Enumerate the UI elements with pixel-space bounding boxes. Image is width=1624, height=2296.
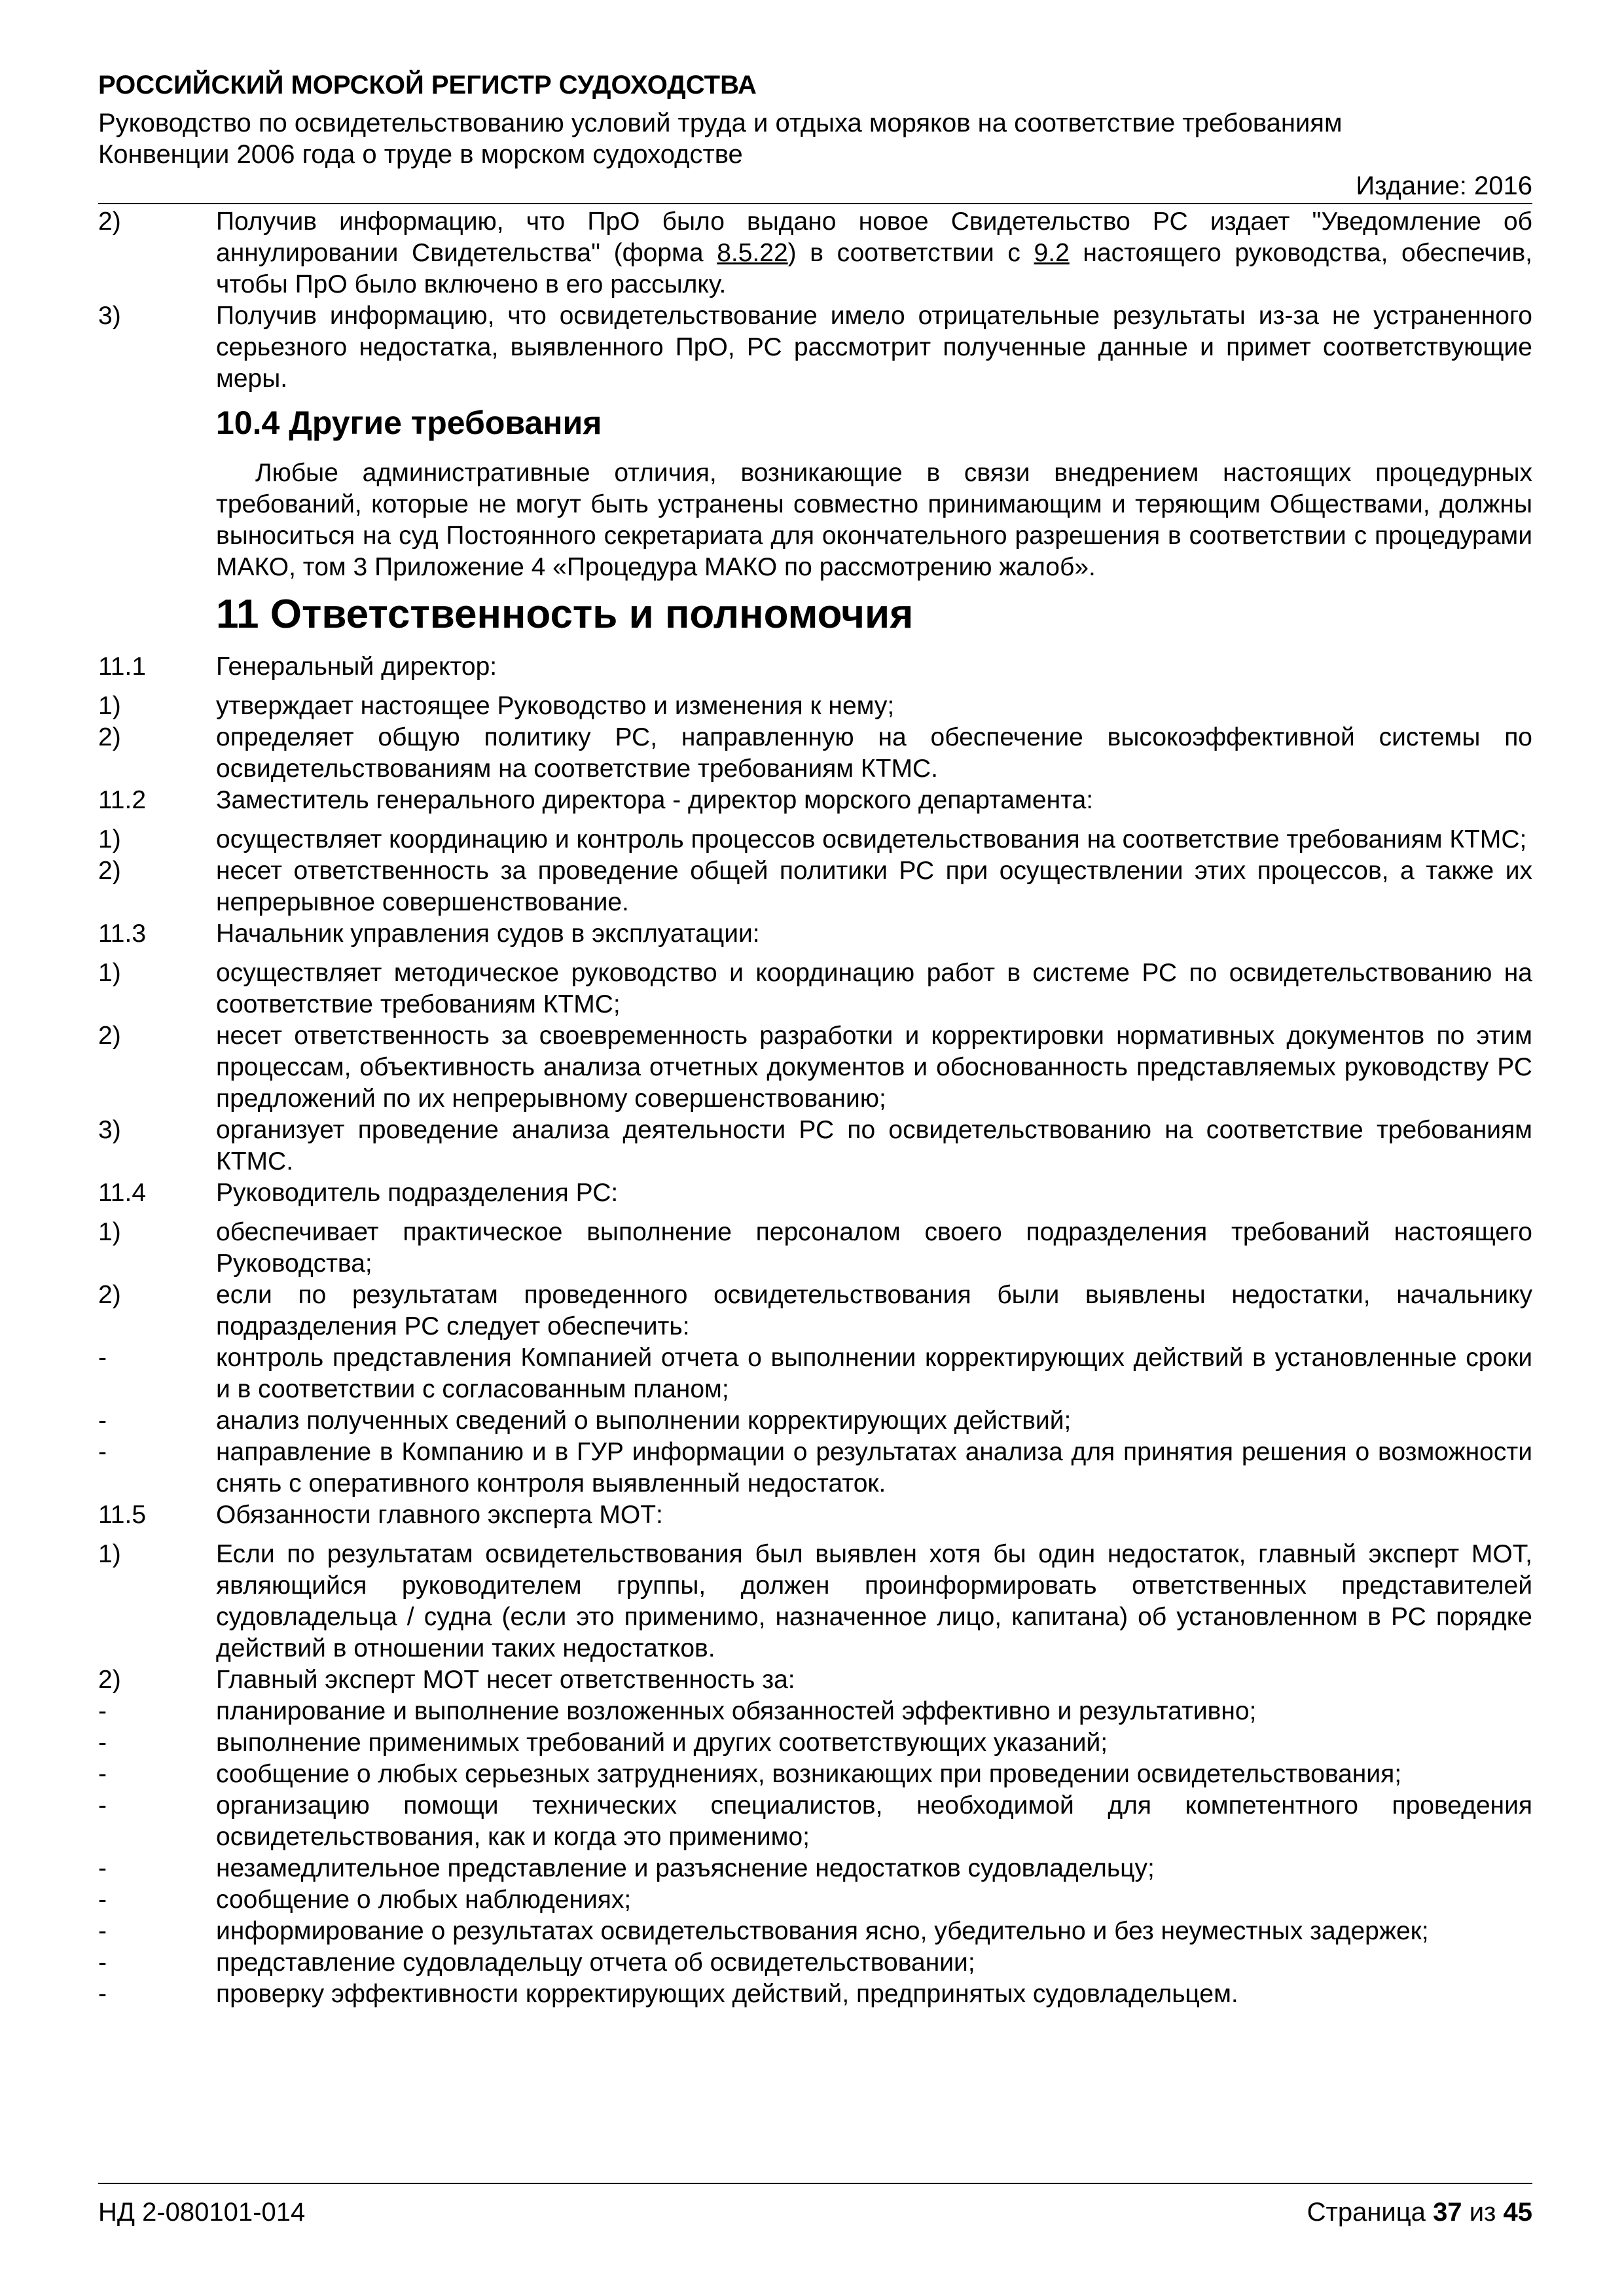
header-edition: Издание: 2016 xyxy=(1356,171,1532,200)
list-item-text: несет ответственность за своевременность разработки и корректировки нормативных документов по этим процессам, объективность анализа отчетных документов и обоснованность представляемых руководству РС предложений по их непрерывному совершенствованию; xyxy=(216,1022,1532,1113)
header-subtitle-line1: Руководство по освидетельствованию условий труда и отдыха моряков на соответствие требованиям xyxy=(98,109,1343,137)
list-item-text: осуществляет методическое руководство и координацию работ в системе РС по освидетельствованию на соответствие требованиям КТМС; xyxy=(216,959,1532,1018)
subsection-number: 11.2 xyxy=(98,786,147,814)
bullet-marker: - xyxy=(98,1438,107,1466)
subsection-text: Обязанности главного эксперта МОТ: xyxy=(216,1501,663,1529)
list-item-text: Получив информацию, что освидетельствование имело отрицательные результаты из-за не устраненного серьезного недостатка, выявленного ПрО, РС рассмотрит полученные данные и примет соответствующие меры. xyxy=(216,302,1532,393)
subsection-title xyxy=(98,918,1532,950)
list-item-number: 3) xyxy=(98,302,121,330)
bullet-marker: - xyxy=(98,1407,107,1435)
bullet-marker: - xyxy=(98,1697,107,1725)
header-divider xyxy=(98,203,1532,204)
section-reference-link[interactable]: 9.2 xyxy=(1034,239,1070,267)
bullet-marker: - xyxy=(98,1886,107,1914)
document-body xyxy=(98,206,1532,2010)
list-item-text: если по результатам проведенного освидетельствования были выявлены недостатки, начальнику подразделения РС следует обеспечить: xyxy=(216,1281,1532,1340)
subsection-text: Генеральный директор: xyxy=(216,653,497,681)
bullet-marker: - xyxy=(98,1917,107,1945)
text-fragment: настоящего руководства, обеспечив, чтобы ПрО было включено в его рассылку. xyxy=(216,239,1533,298)
list-item-text: обеспечивает практическое выполнение персоналом своего подразделения требований настоящего Руководства; xyxy=(216,1218,1532,1278)
list-item xyxy=(98,1115,1532,1177)
page-current: 37 xyxy=(1433,2198,1462,2227)
list-item-number: 1) xyxy=(98,1540,121,1568)
bullet-item xyxy=(98,1884,1532,1916)
bullet-marker: - xyxy=(98,1854,107,1882)
bullet-marker: - xyxy=(98,1791,107,1820)
section-heading-11: 11 Ответственность и полномочия xyxy=(216,592,914,637)
bullet-text: сообщение о любых наблюдениях; xyxy=(216,1886,632,1914)
text-fragment: ) в соответствии с xyxy=(787,239,1034,267)
section-heading-10-4: 10.4 Другие требования xyxy=(216,404,602,441)
bullet-item xyxy=(98,1405,1532,1437)
bullet-item xyxy=(98,1437,1532,1499)
page-total: 45 xyxy=(1503,2198,1532,2227)
list-item xyxy=(98,1020,1532,1115)
bullet-text: незамедлительное представление и разъяснение недостатков судовладельцу; xyxy=(216,1854,1155,1882)
bullet-item xyxy=(98,1853,1532,1884)
list-item-number: 1) xyxy=(98,959,121,987)
list-item-number: 1) xyxy=(98,825,121,853)
list-item-number: 3) xyxy=(98,1116,121,1144)
list-item-text xyxy=(216,206,1532,300)
list-item-text: несет ответственность за проведение общей политики РС при осуществлении этих процессов, а также их непрерывное совершенствование. xyxy=(216,857,1532,916)
list-item-text: организует проведение анализа деятельности РС по освидетельствованию на соответствие требованиям КТМС. xyxy=(216,1116,1532,1175)
bullet-text: планирование и выполнение возложенных обязанностей эффективно и результативно; xyxy=(216,1697,1257,1725)
list-item-text: Если по результатам освидетельствования был выявлен хотя бы один недостаток, главный эксперт МОТ, являющийся руководителем группы, должен проинформировать ответственных представителей судовладельца / судна (если это применимо, назначенное лицо, капитана) об установленном в РС порядке действий в отношении таких недостатков. xyxy=(216,1540,1532,1662)
bullet-item xyxy=(98,1916,1532,1947)
bullet-marker: - xyxy=(98,1980,107,2008)
bullet-marker: - xyxy=(98,1760,107,1788)
list-item xyxy=(98,206,1532,300)
list-item-text: осуществляет координацию и контроль процессов освидетельствования на соответствие требованиям КТМС; xyxy=(216,825,1527,853)
subsection-title xyxy=(98,1177,1532,1209)
bullet-text: направление в Компанию и в ГУР информации о результатах анализа для принятия решения о возможности снять с оперативного контроля выявленный недостаток. xyxy=(216,1438,1532,1498)
bullet-item xyxy=(98,1979,1532,2010)
bullet-marker: - xyxy=(98,1344,107,1372)
list-item xyxy=(98,1539,1532,1664)
footer-divider xyxy=(98,2183,1532,2184)
list-item-text: утверждает настоящее Руководство и изменения к нему; xyxy=(216,692,895,720)
bullet-text: проверку эффективности корректирующих действий, предпринятых судовладельцем. xyxy=(216,1980,1238,2008)
header-organization: РОССИЙСКИЙ МОРСКОЙ РЕГИСТР СУДОХОДСТВА xyxy=(98,71,757,99)
list-item-number: 1) xyxy=(98,692,121,720)
header-subtitle-line2: Конвенции 2006 года о труде в морском судоходстве xyxy=(98,140,743,169)
subsection-text: Начальник управления судов в эксплуатации: xyxy=(216,920,760,948)
section-paragraph: Любые административные отличия, возникающие в связи внедрением настоящих процедурных требований, которые не могут быть устранены совместно принимающим и теряющим Обществами, должны выноситься на суд Постоянного секретариата для окончательного разрешения в соответствии с процедурами МАКО, том 3 Приложение 4 «Процедура МАКО по рассмотрению жалоб». xyxy=(216,459,1532,581)
list-item xyxy=(98,958,1532,1020)
bullet-text: представление судовладельцу отчета об освидетельствовании; xyxy=(216,1948,975,1977)
list-item xyxy=(98,691,1532,722)
subsection-number: 11.5 xyxy=(98,1501,147,1529)
subsection-title xyxy=(98,651,1532,683)
list-item-number: 2) xyxy=(98,1022,121,1050)
list-item xyxy=(98,300,1532,395)
bullet-item xyxy=(98,1727,1532,1759)
subsection-number: 11.4 xyxy=(98,1179,147,1207)
bullet-text: сообщение о любых серьезных затруднениях, возникающих при проведении освидетельствования; xyxy=(216,1760,1402,1788)
bullet-marker: - xyxy=(98,1948,107,1977)
footer-document-id: НД 2-080101-014 xyxy=(98,2198,306,2227)
subsection-number: 11.3 xyxy=(98,920,147,948)
subsection-title xyxy=(98,785,1532,816)
list-item xyxy=(98,722,1532,785)
text-fragment: Получив информацию, что ПрО было выдано новое Свидетельство РС издает "Уведомление об аннулировании Свидетельства" (форма xyxy=(216,207,1532,267)
bullet-item xyxy=(98,1790,1532,1853)
bullet-item xyxy=(98,1759,1532,1790)
list-item xyxy=(98,1280,1532,1342)
list-item-number: 2) xyxy=(98,1281,121,1309)
footer-page-number xyxy=(1307,2198,1532,2227)
bullet-item xyxy=(98,1342,1532,1405)
list-item-number: 1) xyxy=(98,1218,121,1246)
subsection-text: Заместитель генерального директора - директор морского департамента: xyxy=(216,786,1094,814)
list-item-text: Главный эксперт МОТ несет ответственность за: xyxy=(216,1666,795,1694)
bullet-item xyxy=(98,1947,1532,1979)
list-item-number: 2) xyxy=(98,723,121,751)
list-item-number: 2) xyxy=(98,207,121,236)
list-item xyxy=(98,824,1532,855)
page-of: из xyxy=(1469,2198,1496,2227)
bullet-text: информирование о результатах освидетельствования ясно, убедительно и без неуместных задержек; xyxy=(216,1917,1429,1945)
bullet-text: организацию помощи технических специалистов, необходимой для компетентного проведения освидетельствования, как и когда это применимо; xyxy=(216,1791,1532,1851)
subsection-title xyxy=(98,1499,1532,1531)
list-item-text: определяет общую политику РС, направленную на обеспечение высокоэффективной системы по освидетельствованиям на соответствие требованиям КТМС. xyxy=(216,723,1532,783)
list-item xyxy=(98,855,1532,918)
subsection-number: 11.1 xyxy=(98,653,147,681)
bullet-text: анализ полученных сведений о выполнении корректирующих действий; xyxy=(216,1407,1072,1435)
bullet-text: контроль представления Компанией отчета о выполнении корректирующих действий в установленные сроки и в соответствии с согласованным планом; xyxy=(216,1344,1532,1403)
form-reference-link[interactable]: 8.5.22 xyxy=(717,239,788,267)
bullet-marker: - xyxy=(98,1729,107,1757)
bullet-item xyxy=(98,1696,1532,1727)
bullet-text: выполнение применимых требований и других соответствующих указаний; xyxy=(216,1729,1108,1757)
list-item-number: 2) xyxy=(98,1666,121,1694)
list-item xyxy=(98,1217,1532,1280)
list-item-number: 2) xyxy=(98,857,121,885)
page-word: Страница xyxy=(1307,2198,1426,2227)
list-item xyxy=(98,1664,1532,1696)
subsection-text: Руководитель подразделения РС: xyxy=(216,1179,619,1207)
